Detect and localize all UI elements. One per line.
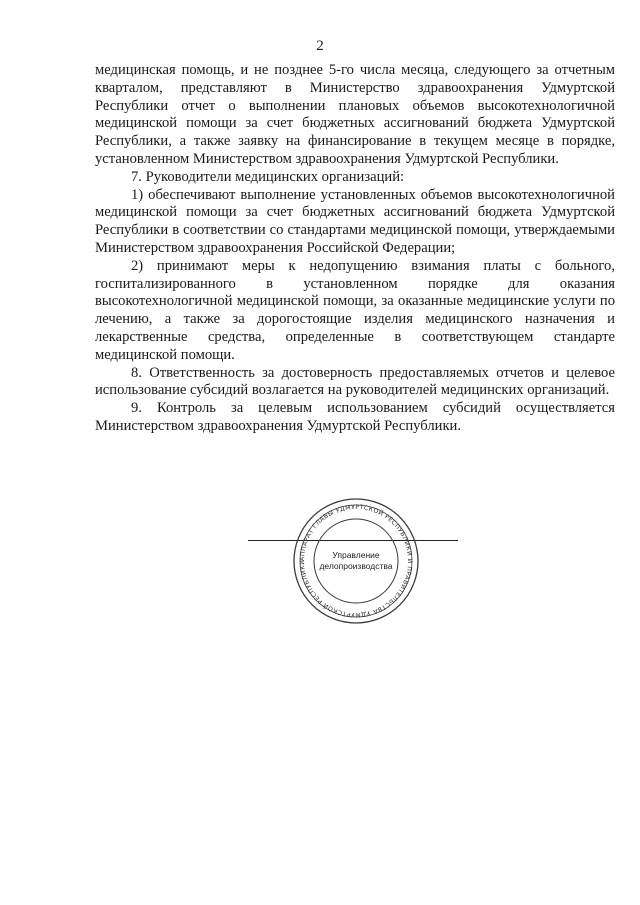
paragraph-7-1: 1) обеспечивают выполнение установленных объемов высокотехнологичной медицинской помощи за счет бюджетных ассигнований бюджета Удмуртской Республики в соответствии со стандартами медицинской помощи, утверждаемыми Министерством здравоохранения Российской Федерации; [95, 186, 615, 256]
seal-inner-line-1: Управление [332, 550, 380, 560]
paragraph-9: 9. Контроль за целевым использованием субсидий осуществляется Министерством здравоохранения Удмуртской Республики. [95, 400, 615, 434]
paragraph-continuation: медицинская помощь, и не позднее 5-го числа месяца, следующего за отчетным кварталом, представляют в Министерство здравоохранения Удмуртской Республики отчет о выполнении плановых объемов высокотехнологичной медицинской помощи за счет бюджетных ассигнований бюджета Удмуртской Республики, а также заявку на финансирование в текущем месяце в порядке, установленном Министерством здравоохранения Удмуртской Республики. [95, 62, 615, 167]
paragraph-7: 7. Руководители медицинских организаций: [131, 168, 405, 185]
seal-inner-line-2: делопроизводства [319, 561, 393, 571]
paragraph-7-2: 2) принимают меры к недопущению взимания платы с больного, госпитализированного в установленном порядке для оказания высокотехнологичной медицинской помощи, за оказанные медицинские услуги по лечению, а также за дорогостоящие изделия медицинского назначения и лекарственные средства, определенные в соответствующем стандарте медицинской помощи. [95, 257, 615, 363]
official-seal [291, 496, 421, 626]
paragraph-8: 8. Ответственность за достоверность предоставляемых отчетов и целевое использование субсидий возлагается на руководителей медицинских организаций. [95, 364, 615, 399]
page-number: 2 [316, 38, 324, 54]
seal-outer-text: АППАРАТ ГЛАВЫ УДМУРТСКОЙ РЕСПУБЛИКИ И ПРАВИТЕЛЬСТВА УДМУРТСКОЙ РЕСПУБЛИКИ [298, 503, 414, 619]
document-body [95, 62, 615, 436]
